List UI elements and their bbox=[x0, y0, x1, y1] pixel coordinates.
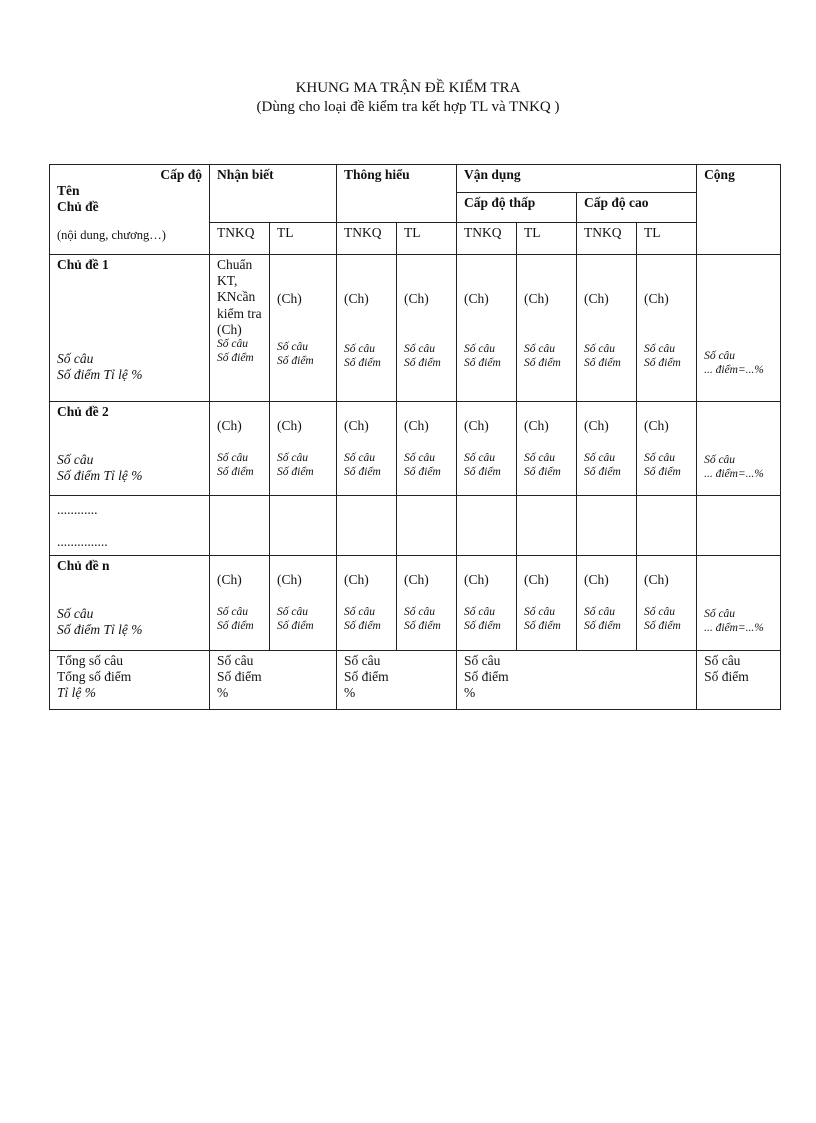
ch-text: (Ch) bbox=[644, 291, 669, 306]
cell-so-diem: Số điểm bbox=[584, 619, 621, 632]
topic-label-cell bbox=[50, 255, 210, 402]
ch-text: (Ch) bbox=[217, 418, 242, 433]
cell-so-cau: Số câu bbox=[464, 606, 495, 619]
header-tnkq: TNKQ bbox=[457, 223, 517, 255]
cell-so-diem: Số điểm bbox=[524, 356, 561, 369]
cell-so-cau: Số câu bbox=[584, 606, 615, 619]
matrix-cell bbox=[457, 402, 517, 496]
totals-so-diem: Số điểm bbox=[464, 669, 509, 685]
empty-cell bbox=[270, 496, 337, 556]
cell-so-cau: Số câu bbox=[584, 343, 615, 356]
cell-so-cau: Số câu bbox=[524, 343, 555, 356]
cell-so-cau: Số câu bbox=[524, 452, 555, 465]
ch-text: (Ch) bbox=[464, 572, 489, 587]
cell-so-cau: Số câu bbox=[464, 452, 495, 465]
cell-so-cau: Số câu bbox=[584, 452, 615, 465]
cell-so-diem: Số điểm bbox=[277, 619, 314, 632]
header-cap-do: Cấp độ bbox=[160, 167, 202, 182]
cell-so-diem: Số điểm bbox=[217, 465, 254, 478]
cell-so-diem: Số điểm bbox=[524, 619, 561, 632]
so-cau-label: Số câu bbox=[57, 351, 94, 367]
dots-text: ............... bbox=[57, 534, 108, 550]
totals-so-diem: Số điểm bbox=[217, 669, 262, 685]
total-cell bbox=[697, 255, 781, 402]
cell-so-diem: Số điểm bbox=[404, 619, 441, 632]
cell-so-cau: Số câu bbox=[277, 452, 308, 465]
header-tl: TL bbox=[270, 223, 337, 255]
cell-so-diem: Số điểm bbox=[644, 356, 681, 369]
cell-so-cau: Số câu bbox=[404, 452, 435, 465]
header-tl: TL bbox=[397, 223, 457, 255]
ch-text: (Ch) bbox=[644, 418, 669, 433]
ch-text: (Ch) bbox=[524, 418, 549, 433]
matrix-cell bbox=[637, 402, 697, 496]
cell-so-diem: Số điểm bbox=[644, 465, 681, 478]
ch-text: (Ch) bbox=[344, 291, 369, 306]
cell-so-diem: Số điểm bbox=[344, 465, 381, 478]
empty-cell bbox=[397, 496, 457, 556]
matrix-cell bbox=[637, 556, 697, 651]
header-nhan-biet: Nhận biết bbox=[210, 165, 337, 223]
matrix-cell bbox=[210, 556, 270, 651]
cell-so-diem: Số điểm bbox=[344, 619, 381, 632]
matrix-cell bbox=[517, 255, 577, 402]
header-tl: TL bbox=[637, 223, 697, 255]
matrix-cell bbox=[457, 556, 517, 651]
cell-so-diem: Số điểm bbox=[217, 351, 254, 364]
table-row bbox=[50, 255, 781, 402]
ch-text: (Ch) bbox=[277, 572, 302, 587]
empty-cell bbox=[337, 496, 397, 556]
totals-so-cau: Số câu bbox=[344, 653, 381, 668]
matrix-cell bbox=[397, 255, 457, 402]
header-corner-cell bbox=[50, 165, 210, 255]
totals-pct: % bbox=[344, 685, 356, 701]
table-row bbox=[50, 496, 781, 556]
cell-so-cau: Số câu bbox=[277, 341, 308, 354]
cell-so-cau: Số câu bbox=[217, 606, 248, 619]
ch-text: (Ch) bbox=[217, 572, 242, 587]
so-cau-label: Số câu bbox=[57, 452, 94, 468]
header-noi-dung: (nội dung, chương…) bbox=[57, 227, 166, 242]
empty-cell bbox=[517, 496, 577, 556]
ch-text: (Ch) bbox=[344, 572, 369, 587]
matrix-cell bbox=[397, 556, 457, 651]
ch-text: (Ch) bbox=[524, 572, 549, 587]
totals-van-dung bbox=[457, 651, 697, 710]
tong-so-cau: Tổng số câu bbox=[57, 653, 123, 668]
total-so-cau: Số câu bbox=[704, 454, 736, 466]
empty-cell bbox=[637, 496, 697, 556]
matrix-cell bbox=[577, 255, 637, 402]
ch-text: (Ch) bbox=[524, 291, 549, 306]
so-diem-label: Số điểm Tỉ lệ % bbox=[57, 468, 143, 484]
matrix-cell bbox=[337, 402, 397, 496]
matrix-cell bbox=[457, 255, 517, 402]
cell-so-diem: Số điểm bbox=[464, 619, 501, 632]
totals-label-cell bbox=[50, 651, 210, 710]
matrix-cell bbox=[337, 255, 397, 402]
table-row bbox=[50, 402, 781, 496]
empty-cell bbox=[577, 496, 637, 556]
matrix-cell bbox=[397, 402, 457, 496]
cell-so-cau: Số câu bbox=[217, 337, 248, 350]
total-cell bbox=[697, 556, 781, 651]
cell-so-diem: Số điểm bbox=[344, 356, 381, 369]
empty-cell bbox=[457, 496, 517, 556]
cell-so-diem: Số điểm bbox=[464, 356, 501, 369]
header-cap-do-thap: Cấp độ thấp bbox=[457, 193, 577, 223]
cell-so-diem: Số điểm bbox=[217, 619, 254, 632]
ch-text: (Ch) bbox=[464, 418, 489, 433]
cell-so-diem: Số điểm bbox=[404, 465, 441, 478]
totals-so-diem: Số điểm bbox=[344, 669, 389, 685]
ch-text: (Ch) bbox=[584, 291, 609, 306]
header-chu-de: Chủ đề bbox=[57, 199, 99, 215]
matrix-cell bbox=[517, 402, 577, 496]
ch-text: (Ch) bbox=[584, 418, 609, 433]
cell-so-diem: Số điểm bbox=[277, 354, 314, 367]
cell-so-diem: Số điểm bbox=[464, 465, 501, 478]
dots-text: ............ bbox=[57, 502, 98, 517]
cell-so-cau: Số câu bbox=[217, 452, 248, 465]
cell-so-diem: Số điểm bbox=[584, 465, 621, 478]
empty-cell bbox=[697, 496, 781, 556]
so-diem-label: Số điểm Tỉ lệ % bbox=[57, 367, 143, 383]
totals-row bbox=[50, 651, 781, 710]
cell-so-cau: Số câu bbox=[404, 606, 435, 619]
cell-so-cau: Số câu bbox=[464, 343, 495, 356]
matrix-cell bbox=[270, 402, 337, 496]
header-cong: Cộng bbox=[697, 165, 781, 255]
total-so-cau: Số câu bbox=[704, 608, 736, 620]
total-diem: ... điểm=...% bbox=[704, 467, 764, 480]
empty-cell bbox=[210, 496, 270, 556]
table-row bbox=[50, 556, 781, 651]
cell-so-diem: Số điểm bbox=[584, 356, 621, 369]
totals-pct: % bbox=[464, 685, 476, 701]
cell-so-cau: Số câu bbox=[524, 606, 555, 619]
cell-so-diem: Số điểm bbox=[404, 356, 441, 369]
cell-so-cau: Số câu bbox=[644, 343, 675, 356]
topic-n-label: Chủ đề n bbox=[57, 558, 110, 573]
header-thong-hieu: Thông hiểu bbox=[337, 165, 457, 223]
ch-text: (Ch) bbox=[404, 291, 429, 306]
matrix-table bbox=[49, 164, 781, 710]
ch-text: (Ch) bbox=[404, 418, 429, 433]
matrix-cell bbox=[210, 255, 270, 402]
tong-so-diem: Tổng số điểm bbox=[57, 669, 132, 685]
topic-label-cell bbox=[50, 556, 210, 651]
document-subtitle: (Dùng cho loại đề kiểm tra kết hợp TL và TNKQ ) bbox=[256, 99, 560, 115]
totals-thong-hieu bbox=[337, 651, 457, 710]
header-van-dung: Vận dụng bbox=[457, 165, 697, 193]
ti-le: Tỉ lệ % bbox=[57, 685, 96, 701]
total-diem: ... điểm=...% bbox=[704, 621, 764, 634]
so-cau-label: Số câu bbox=[57, 606, 94, 622]
totals-so-cau: Số câu bbox=[464, 653, 501, 668]
matrix-cell bbox=[517, 556, 577, 651]
total-so-cau: Số câu bbox=[704, 350, 736, 362]
cell-so-cau: Số câu bbox=[344, 452, 375, 465]
document-title: KHUNG MA TRẬN ĐỀ KIỂM TRA bbox=[295, 80, 521, 96]
totals-cong bbox=[697, 651, 781, 710]
cell-so-diem: Số điểm bbox=[524, 465, 561, 478]
cell-so-cau: Số câu bbox=[644, 606, 675, 619]
ch-text: (Ch) bbox=[344, 418, 369, 433]
header-ten: Tên bbox=[57, 183, 80, 199]
header-tnkq: TNKQ bbox=[577, 223, 637, 255]
totals-so-cau: Số câu bbox=[217, 653, 254, 668]
cell-so-cau: Số câu bbox=[644, 452, 675, 465]
totals-so-cau: Số câu bbox=[704, 653, 741, 668]
cell-so-cau: Số câu bbox=[344, 343, 375, 356]
ch-text: (Ch) bbox=[644, 572, 669, 587]
topic-1-label: Chủ đề 1 bbox=[57, 257, 109, 272]
cell-so-diem: Số điểm bbox=[644, 619, 681, 632]
topic-label-cell bbox=[50, 402, 210, 496]
dots-cell bbox=[50, 496, 210, 556]
totals-pct: % bbox=[217, 685, 229, 701]
ch-text: (Ch) bbox=[277, 291, 302, 306]
matrix-cell bbox=[577, 402, 637, 496]
cell-so-cau: Số câu bbox=[344, 606, 375, 619]
total-diem: ... điểm=...% bbox=[704, 363, 764, 376]
header-tnkq: TNKQ bbox=[210, 223, 270, 255]
total-cell bbox=[697, 402, 781, 496]
matrix-cell bbox=[337, 556, 397, 651]
chuan-text: Chuẩn KT, KNcần kiểm tra (Ch) bbox=[217, 257, 262, 337]
cell-so-cau: Số câu bbox=[277, 606, 308, 619]
cell-so-diem: Số điểm bbox=[277, 465, 314, 478]
cell-so-cau: Số câu bbox=[404, 343, 435, 356]
matrix-cell bbox=[270, 255, 337, 402]
matrix-cell bbox=[210, 402, 270, 496]
matrix-cell bbox=[577, 556, 637, 651]
header-tnkq: TNKQ bbox=[337, 223, 397, 255]
matrix-cell bbox=[637, 255, 697, 402]
ch-text: (Ch) bbox=[277, 418, 302, 433]
matrix-cell bbox=[270, 556, 337, 651]
totals-so-diem: Số điểm bbox=[704, 669, 749, 685]
so-diem-label: Số điểm Tỉ lệ % bbox=[57, 622, 143, 638]
header-tl: TL bbox=[517, 223, 577, 255]
ch-text: (Ch) bbox=[464, 291, 489, 306]
totals-nhan-biet bbox=[210, 651, 337, 710]
header-cap-do-cao: Cấp độ cao bbox=[577, 193, 697, 223]
topic-2-label: Chủ đề 2 bbox=[57, 404, 109, 419]
ch-text: (Ch) bbox=[404, 572, 429, 587]
ch-text: (Ch) bbox=[584, 572, 609, 587]
